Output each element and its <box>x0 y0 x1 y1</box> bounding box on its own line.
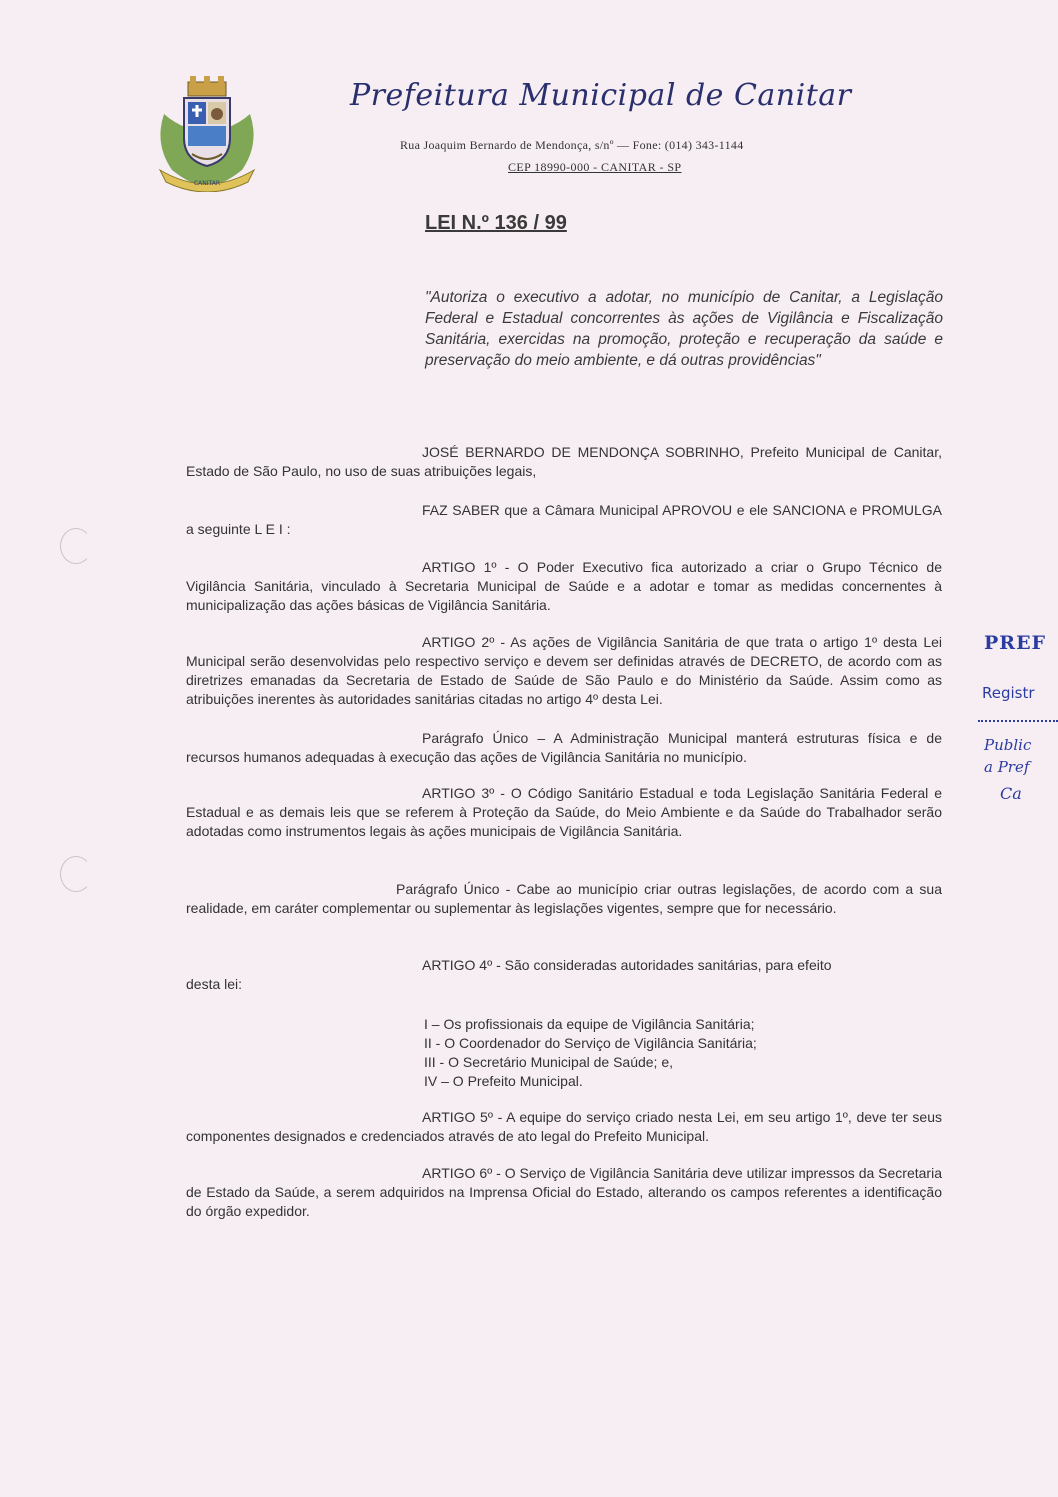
stamp-dotted-line <box>978 720 1058 722</box>
faz-saber-text: FAZ SABER que a Câmara Municipal APROVOU e ele SANCIONA e PROMULGA a seguinte L E I : <box>186 502 942 537</box>
article-2-paragraph-text: Parágrafo Único – A Administração Municipal manterá estruturas física e de recursos humanos adequadas à execução das ações de Vigilância Sanitária no município. <box>186 730 942 765</box>
article-5 <box>186 1108 942 1146</box>
header-address: Rua Joaquim Bernardo de Mendonça, s/nº — Fone: (014) 343-1144 <box>400 138 744 152</box>
article-4-continuation: desta lei: <box>186 976 243 992</box>
article-3 <box>186 784 942 841</box>
municipal-crest-logo <box>152 74 262 192</box>
article-2-text: ARTIGO 2º - As ações de Vigilância Sanitária de que trata o artigo 1º desta Lei Municipal serão desenvolvidas pelo respectivo serviço e devem ser definidas através de DECRETO, de acordo com as diretrizes emanadas da Secretaria de Estado de Saúde de São Paulo e do Ministério da Saúde. Assim como as atribuições inerentes às autoridades sanitárias citadas no artigo 4º desta Lei. <box>186 634 942 707</box>
article-2 <box>186 633 942 709</box>
header-cep: CEP 18990-000 - CANITAR - SP <box>508 160 682 174</box>
article-6-text: ARTIGO 6º - O Serviço de Vigilância Sanitária deve utilizar impressos da Secretaria de Estado da Saúde, a serem adquiridos na Imprensa Oficial do Estado, alterando os campos referentes a identificação do órgão expedidor. <box>186 1165 942 1219</box>
article-3-paragraph <box>186 880 942 918</box>
article-6 <box>186 1164 942 1221</box>
law-summary: "Autoriza o executivo a adotar, no município de Canitar, a Legislação Federal e Estadual concorrentes às ações de Vigilância e Fiscalização Sanitária, exercidas na promoção, proteção e recuperação da saúde e preservação do meio ambiente, e dá outras providências" <box>425 289 943 369</box>
article-5-text: ARTIGO 5º - A equipe do serviço criado nesta Lei, em seu artigo 1º, deve ter seus componentes designados e credenciados através de ato legal do Prefeito Municipal. <box>186 1109 942 1144</box>
stamp-line-4: a Pref <box>984 758 1030 776</box>
punch-hole-mark <box>60 856 92 892</box>
list-item: III - O Secretário Municipal de Saúde; e, <box>424 1054 674 1070</box>
stamp-line-5: Ca <box>1000 784 1022 803</box>
stamp-line-3: Public <box>984 736 1032 754</box>
article-1-text: ARTIGO 1º - O Poder Executivo fica autorizado a criar o Grupo Técnico de Vigilância Sanitária, vinculado à Secretaria Municipal de Saúde e a adotar e tomar as medidas concernentes à municipalização das ações básicas de Vigilância Sanitária. <box>186 559 942 613</box>
article-3-text: ARTIGO 3º - O Código Sanitário Estadual e toda Legislação Sanitária Federal e Estadual e as demais leis que se referem à Proteção da Saúde, do Meio Ambiente e da Saúde do Trabalhador serão adotadas como instrumentos legais às ações municipais de Vigilância Sanitária. <box>186 785 942 839</box>
article-1 <box>186 558 942 615</box>
intro-paragraph <box>186 443 942 481</box>
law-number-heading: LEI N.º 136 / 99 <box>425 212 567 234</box>
stamp-line-2: Registr <box>982 684 1035 702</box>
article-3-paragraph-text: Parágrafo Único - Cabe ao município criar outras legislações, de acordo com a sua realidade, em caráter complementar ou suplementar às legislações vigentes, sempre que for necessário. <box>186 881 942 916</box>
page-title: Prefeitura Municipal de Canitar <box>350 78 852 113</box>
article-4-list <box>424 1015 757 1091</box>
article-2-paragraph <box>186 729 942 767</box>
punch-hole-mark <box>60 528 92 564</box>
list-item: IV – O Prefeito Municipal. <box>424 1073 583 1089</box>
crest-ribbon-text: CANITAR <box>193 180 221 187</box>
intro-text: JOSÉ BERNARDO DE MENDONÇA SOBRINHO, Prefeito Municipal de Canitar, Estado de São Paulo, no uso de suas atribuições legais, <box>186 444 942 479</box>
list-item: I – Os profissionais da equipe de Vigilância Sanitária; <box>424 1016 755 1032</box>
list-item: II - O Coordenador do Serviço de Vigilância Sanitária; <box>424 1035 757 1051</box>
article-4-text: ARTIGO 4º - São consideradas autoridades sanitárias, para efeito <box>422 957 832 973</box>
article-4 <box>186 956 942 975</box>
registration-stamp <box>978 632 1058 822</box>
stamp-line-1: PREF <box>984 632 1047 654</box>
faz-saber-paragraph <box>186 501 942 539</box>
